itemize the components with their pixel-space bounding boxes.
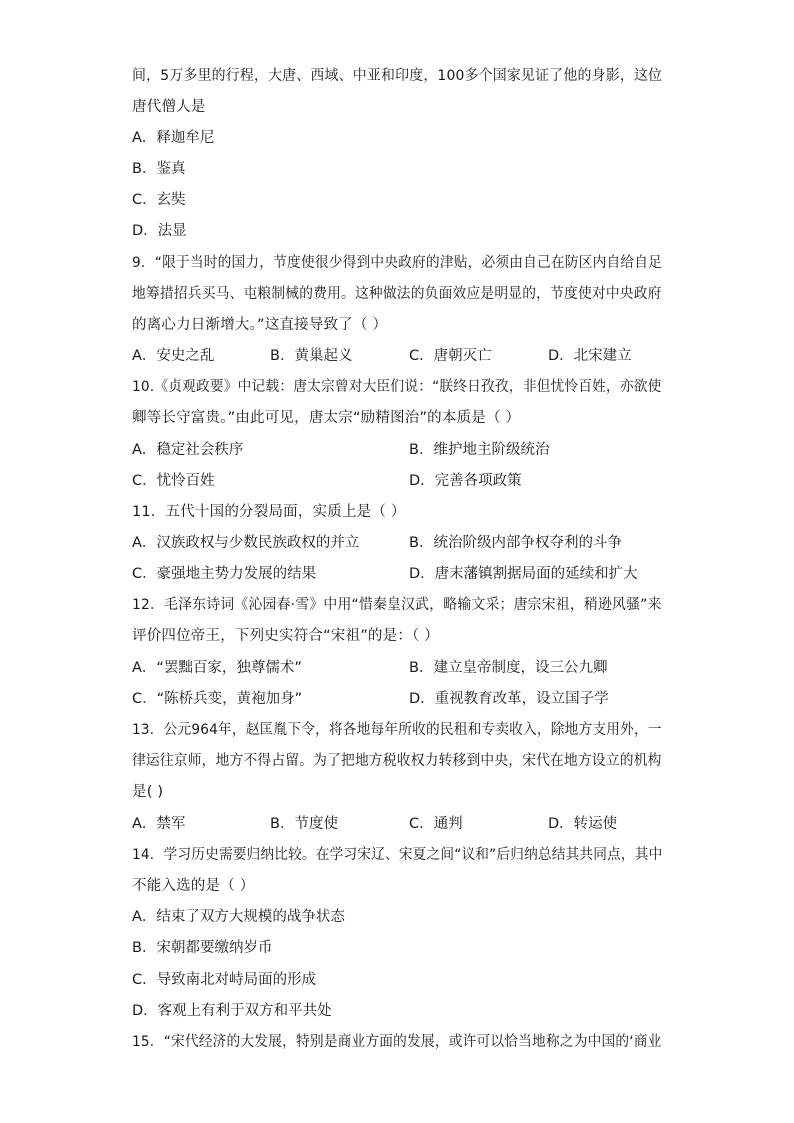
q8-option-d: D．法显 [132,223,187,239]
q10-option-c: C．忧怜百姓 [132,473,215,489]
q8-option-c: C．玄奘 [132,192,186,208]
q13-option-d: D．转运使 [548,816,618,832]
q14-option-d: D．客观上有利于双方和平共处 [132,1003,332,1019]
q14-option-c: C．导致南北对峙局面的形成 [132,972,317,988]
q13-option-b: B．节度使 [270,816,338,832]
q12-option-d: D．重视教育改革，设立国子学 [409,691,609,707]
q11-option-a: A．汉族政权与少数民族政权的并立 [132,535,360,551]
q12-option-a: A．“罢黜百家，独尊儒术” [132,660,302,676]
q14-stem-line-2: 不能入选的是（ ） [132,878,255,894]
q15-stem-line-1: 15．“宋代经济的大发展，特别是商业方面的发展，或许可以恰当地称之为中国的‘商业 [132,1034,662,1050]
q8-option-b: B．鉴真 [132,161,186,177]
q12-option-b: B．建立皇帝制度，设三公九卿 [409,660,608,676]
q9-stem-line-2: 地筹措招兵买马、屯粮制械的费用。这种做法的负面效应是明显的，节度使对中央政府 [132,286,662,302]
q8-stem-line-2: 唐代僧人是 [132,99,206,115]
q9-stem-line-1: 9．“限于当时的国力，节度使很少得到中央政府的津贴，必须由自己在防区内自给自足 [132,255,663,271]
q10-option-a: A．稳定社会秩序 [132,442,244,458]
q10-option-d: D．完善各项政策 [409,473,522,489]
q11-option-d: D．唐末藩镇割据局面的延续和扩大 [409,566,638,582]
q10-stem-line-2: 卿等长守富贵。”由此可见，唐太宗“励精图治”的本质是（ ） [132,410,521,426]
q8-option-a: A．释迦牟尼 [132,130,215,146]
q9-option-b: B．黄巢起义 [270,348,353,364]
q14-option-b: B．宋朝都要缴纳岁币 [132,940,273,956]
q12-stem-line-1: 12．毛泽东诗词《沁园春·雪》中用“惜秦皇汉武，略输文采；唐宗宋祖，稍逊风骚”来 [132,597,662,613]
q12-stem-line-2: 评价四位帝王，下列史实符合“宋祖”的是：（ ） [132,628,439,644]
q14-stem-line-1: 14．学习历史需要归纳比较。在学习宋辽、宋夏之间“议和”后归纳总结其共同点，其中 [132,847,663,863]
q11-stem-line-1: 11．五代十国的分裂局面，实质上是（ ） [132,504,406,520]
q9-option-d: D．北宋建立 [548,348,632,364]
q14-option-a: A．结束了双方大规模的战争状态 [132,909,345,925]
q12-option-c: C．“陈桥兵变，黄袍加身” [132,691,303,707]
q13-stem-line-1: 13．公元964年，赵匡胤下令，将各地每年所收的民租和专卖收入，除地方支用外，一 [132,722,662,738]
q10-option-b: B．维护地主阶级统治 [409,442,550,458]
q13-option-a: A．禁军 [132,816,186,832]
q13-stem-line-2: 律运往京师，地方不得占留。为了把地方税收权力转移到中央，宋代在地方设立的机构 [132,753,662,769]
q9-stem-line-3: 的离心力日渐增大。”这直接导致了（ ） [132,317,388,333]
q13-stem-line-3: 是( ) [132,784,164,800]
q10-stem-line-1: 10.《贞观政要》中记载：唐太宗曾对大臣们说：“朕终日孜孜，非但忧怜百姓，亦欲使 [132,379,662,395]
q11-option-b: B．统治阶级内部争权夺利的斗争 [409,535,622,551]
q8-stem-line-1: 间，5万多里的行程，大唐、西域、中亚和印度，100多个国家见证了他的身影，这位 [132,68,663,84]
q9-option-c: C．唐朝灭亡 [409,348,492,364]
q11-option-c: C．豪强地主势力发展的结果 [132,566,317,582]
q13-option-c: C．通判 [409,816,463,832]
q9-option-a: A．安史之乱 [132,348,215,364]
